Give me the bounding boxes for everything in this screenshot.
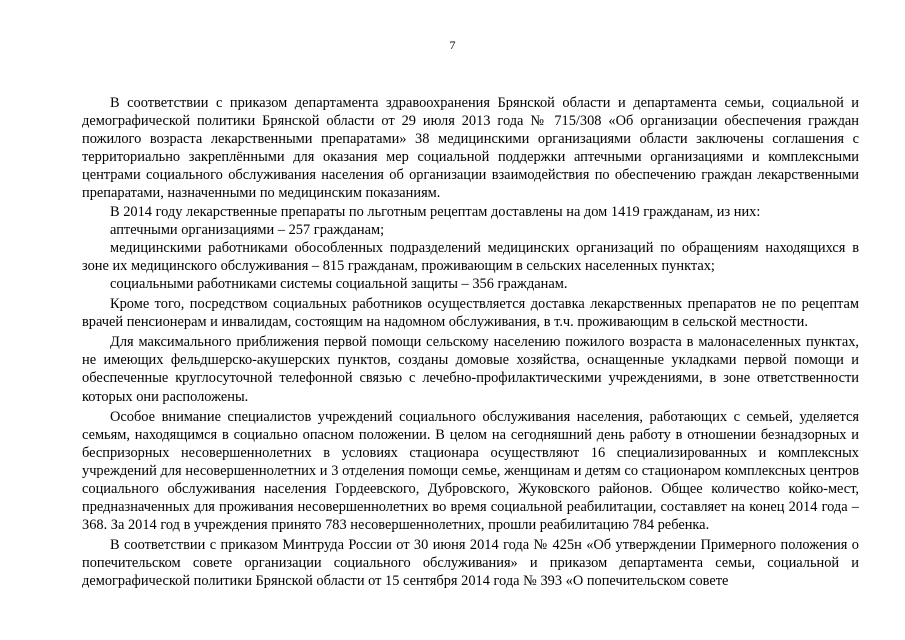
paragraph-non-prescription-delivery: Кроме того, посредством социальных работников осуществляется доставка лекарственных препаратов не по рецептам врачей пенсионерам и инвалидам, состоящим на надомном обслуживания, в т.ч. проживающим в сельской местности. xyxy=(82,296,859,331)
paragraph-medical-workers-delivery: медицинскими работниками обособленных подразделений медицинских организаций по обращениям находящихся в зоне их медицинского обслуживания – 815 гражданам, проживающим в сельских населенных пунктах; xyxy=(82,239,859,274)
document-body xyxy=(82,94,859,591)
paragraph-first-aid-households: Для максимального приближения первой помощи сельскому населению пожилого возраста в малонаселенных пунктах, не имеющих фельдшерско-акушерских пунктов, созданы домовые хозяйства, оснащенные укладками первой помощи и обеспеченные круглосуточной телефонной связью с лечебно-профилактическими учреждениями, в зоне ответственности которых они расположены. xyxy=(82,334,859,405)
paragraph-home-delivery-total: В 2014 году лекарственные препараты по льготным рецептам доставлены на дом 1419 гражданам, из них: xyxy=(110,203,761,220)
paragraph-trustee-council: В соответствии с приказом Минтруда России от 30 июня 2014 года № 425н «Об утверждении Примерного положения о попечительском совете организации социального обслуживания» и приказом департамента семьи, социальной и демографической политики Брянской области от 15 сентября 2014 года № 393 «О попечительском совете xyxy=(82,537,859,590)
page-number: 7 xyxy=(449,38,456,52)
paragraph-medicine-agreements: В соответствии с приказом департамента здравоохранения Брянской области и департамента семьи, социальной и демографической политики Брянской области от 29 июля 2013 года № 715/308 «Об организации обеспечения граждан пожилого возраста лекарственными препаратами» 38 медицинскими организациями области заключены соглашения с территориально закреплёнными для оказания мер социальной поддержки аптечными организациями и комплексными центрами социального обслуживания населения об организации взаимодействия по обеспечению граждан лекарственными препаратами, назначенными по медицинским показаниям. xyxy=(82,95,859,202)
paragraph-family-social-services: Особое внимание специалистов учреждений социального обслуживания населения, работающих с семьей, уделяется семьям, находящимся в социально опасном положении. В целом на сегодняшний день работу в отношении безнадзорных и беспризорных несовершеннолетних в условиях стационара осуществляют 16 специализированных и комплексных учреждений для несовершеннолетних и 3 отделения помощи семье, женщинам и детям со стационаром комплексных центров социального обслуживания населения Гордеевского, Дубровского, Жуковского районов. Общее количество койко-мест, предназначенных для проживания несовершеннолетних во время социальной реабилитации, составляет на конец 2014 года – 368. За 2014 год в учреждения принято 783 несовершеннолетних, прошли реабилитацию 784 ребенка. xyxy=(82,408,859,534)
paragraph-social-workers-delivery: социальными работниками системы социальной защиты – 356 гражданам. xyxy=(110,275,568,292)
paragraph-pharmacy-delivery: аптечными организациями – 257 гражданам; xyxy=(110,221,385,238)
